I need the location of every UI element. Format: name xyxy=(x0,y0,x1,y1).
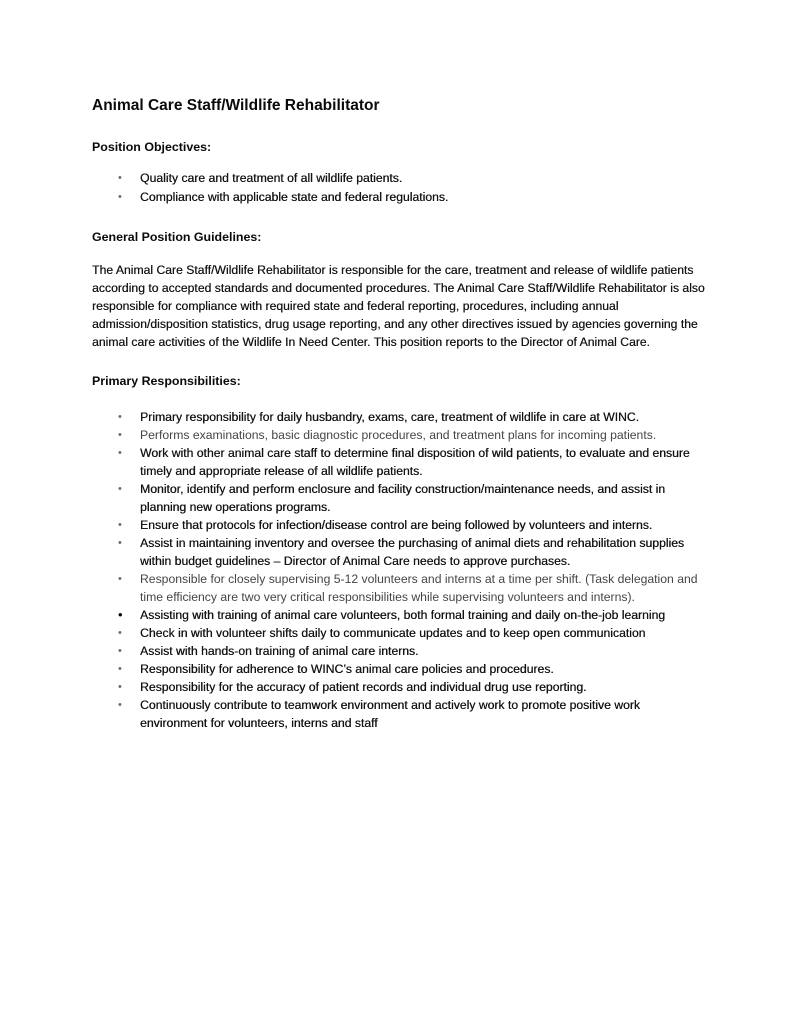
section-heading-general-position-guidelines: General Position Guidelines: xyxy=(92,230,262,244)
document-title: Animal Care Staff/Wildlife Rehabilitator xyxy=(92,97,380,114)
list-item xyxy=(92,426,705,444)
list-item xyxy=(92,624,705,642)
list-item-text: Monitor, identify and perform enclosure and facility construction/maintenance needs, and assist in planning new operations programs. xyxy=(140,482,666,514)
list-item-text: Responsible for closely supervising 5-12 volunteers and interns at a time per shift. (Task delegation and time efficiency are two very critical responsibilities while supervising volunteers and interns). xyxy=(140,572,698,604)
bullet-icon: • xyxy=(118,645,122,657)
list-item-text: Performs examinations, basic diagnostic procedures, and treatment plans for incoming patients. xyxy=(140,428,657,442)
bullet-icon: • xyxy=(118,429,122,441)
list-item-text: Primary responsibility for daily husbandry, exams, care, treatment of wildlife in care at WINC. xyxy=(140,410,639,424)
list-item xyxy=(92,642,705,660)
list-item xyxy=(92,696,705,732)
bullet-icon: • xyxy=(118,681,122,693)
bullet-icon: • xyxy=(118,607,123,622)
bullet-icon: • xyxy=(118,699,122,711)
section-heading-position-objectives: Position Objectives: xyxy=(92,140,212,154)
list-item xyxy=(92,188,705,207)
list-item xyxy=(92,606,705,624)
list-item xyxy=(92,408,705,426)
bullet-icon: • xyxy=(118,191,122,203)
list-item-text: Ensure that protocols for infection/disease control are being followed by volunteers and interns. xyxy=(140,518,653,532)
list-item-text: Assist with hands-on training of animal care interns. xyxy=(140,644,419,658)
list-item-text: Quality care and treatment of all wildlife patients. xyxy=(140,171,403,185)
bullet-icon: • xyxy=(118,663,122,675)
list-item-text: Compliance with applicable state and federal regulations. xyxy=(140,190,449,204)
bullet-icon: • xyxy=(118,172,122,184)
primary-responsibilities-list xyxy=(92,408,705,732)
list-item xyxy=(92,444,705,480)
general-guidelines-paragraph: The Animal Care Staff/Wildlife Rehabilitator is responsible for the care, treatment and release of wildlife patients according to accepted standards and documented procedures. The Animal Care Staff/Wildlife Rehabilitator is also responsible for compliance with required state and federal reporting, procedures, including annual admission/disposition statistics, drug usage reporting, and any other directives issued by agencies governing the animal care activities of the Wildlife In Need Center. This position reports to the Director of Animal Care. xyxy=(92,263,705,349)
bullet-icon: • xyxy=(118,447,122,459)
list-item-text: Check in with volunteer shifts daily to communicate updates and to keep open communication xyxy=(140,626,646,640)
bullet-icon: • xyxy=(118,411,122,423)
list-item xyxy=(92,169,705,188)
list-item-text: Responsibility for the accuracy of patient records and individual drug use reporting. xyxy=(140,680,587,694)
bullet-icon: • xyxy=(118,483,122,495)
list-item xyxy=(92,516,705,534)
list-item xyxy=(92,480,705,516)
bullet-icon: • xyxy=(118,573,122,585)
section-heading-primary-responsibilities: Primary Responsibilities: xyxy=(92,374,241,388)
position-objectives-list xyxy=(92,169,705,207)
list-item xyxy=(92,570,705,606)
list-item-text: Assisting with training of animal care volunteers, both formal training and daily on-the-job learning xyxy=(140,608,666,622)
list-item-text: Responsibility for adherence to WINC’s animal care policies and procedures. xyxy=(140,662,554,676)
list-item xyxy=(92,534,705,570)
list-item-text: Assist in maintaining inventory and oversee the purchasing of animal diets and rehabilitation supplies within budget guidelines – Director of Animal Care needs to approve purchases. xyxy=(140,536,685,568)
list-item xyxy=(92,678,705,696)
bullet-icon: • xyxy=(118,537,122,549)
list-item-text: Work with other animal care staff to determine final disposition of wild patients, to evaluate and ensure timely and appropriate release of all wildlife patients. xyxy=(140,446,690,478)
bullet-icon: • xyxy=(118,627,122,639)
bullet-icon: • xyxy=(118,519,122,531)
list-item xyxy=(92,660,705,678)
list-item-text: Continuously contribute to teamwork environment and actively work to promote positive work environment for volunteers, interns and staff xyxy=(140,698,640,730)
